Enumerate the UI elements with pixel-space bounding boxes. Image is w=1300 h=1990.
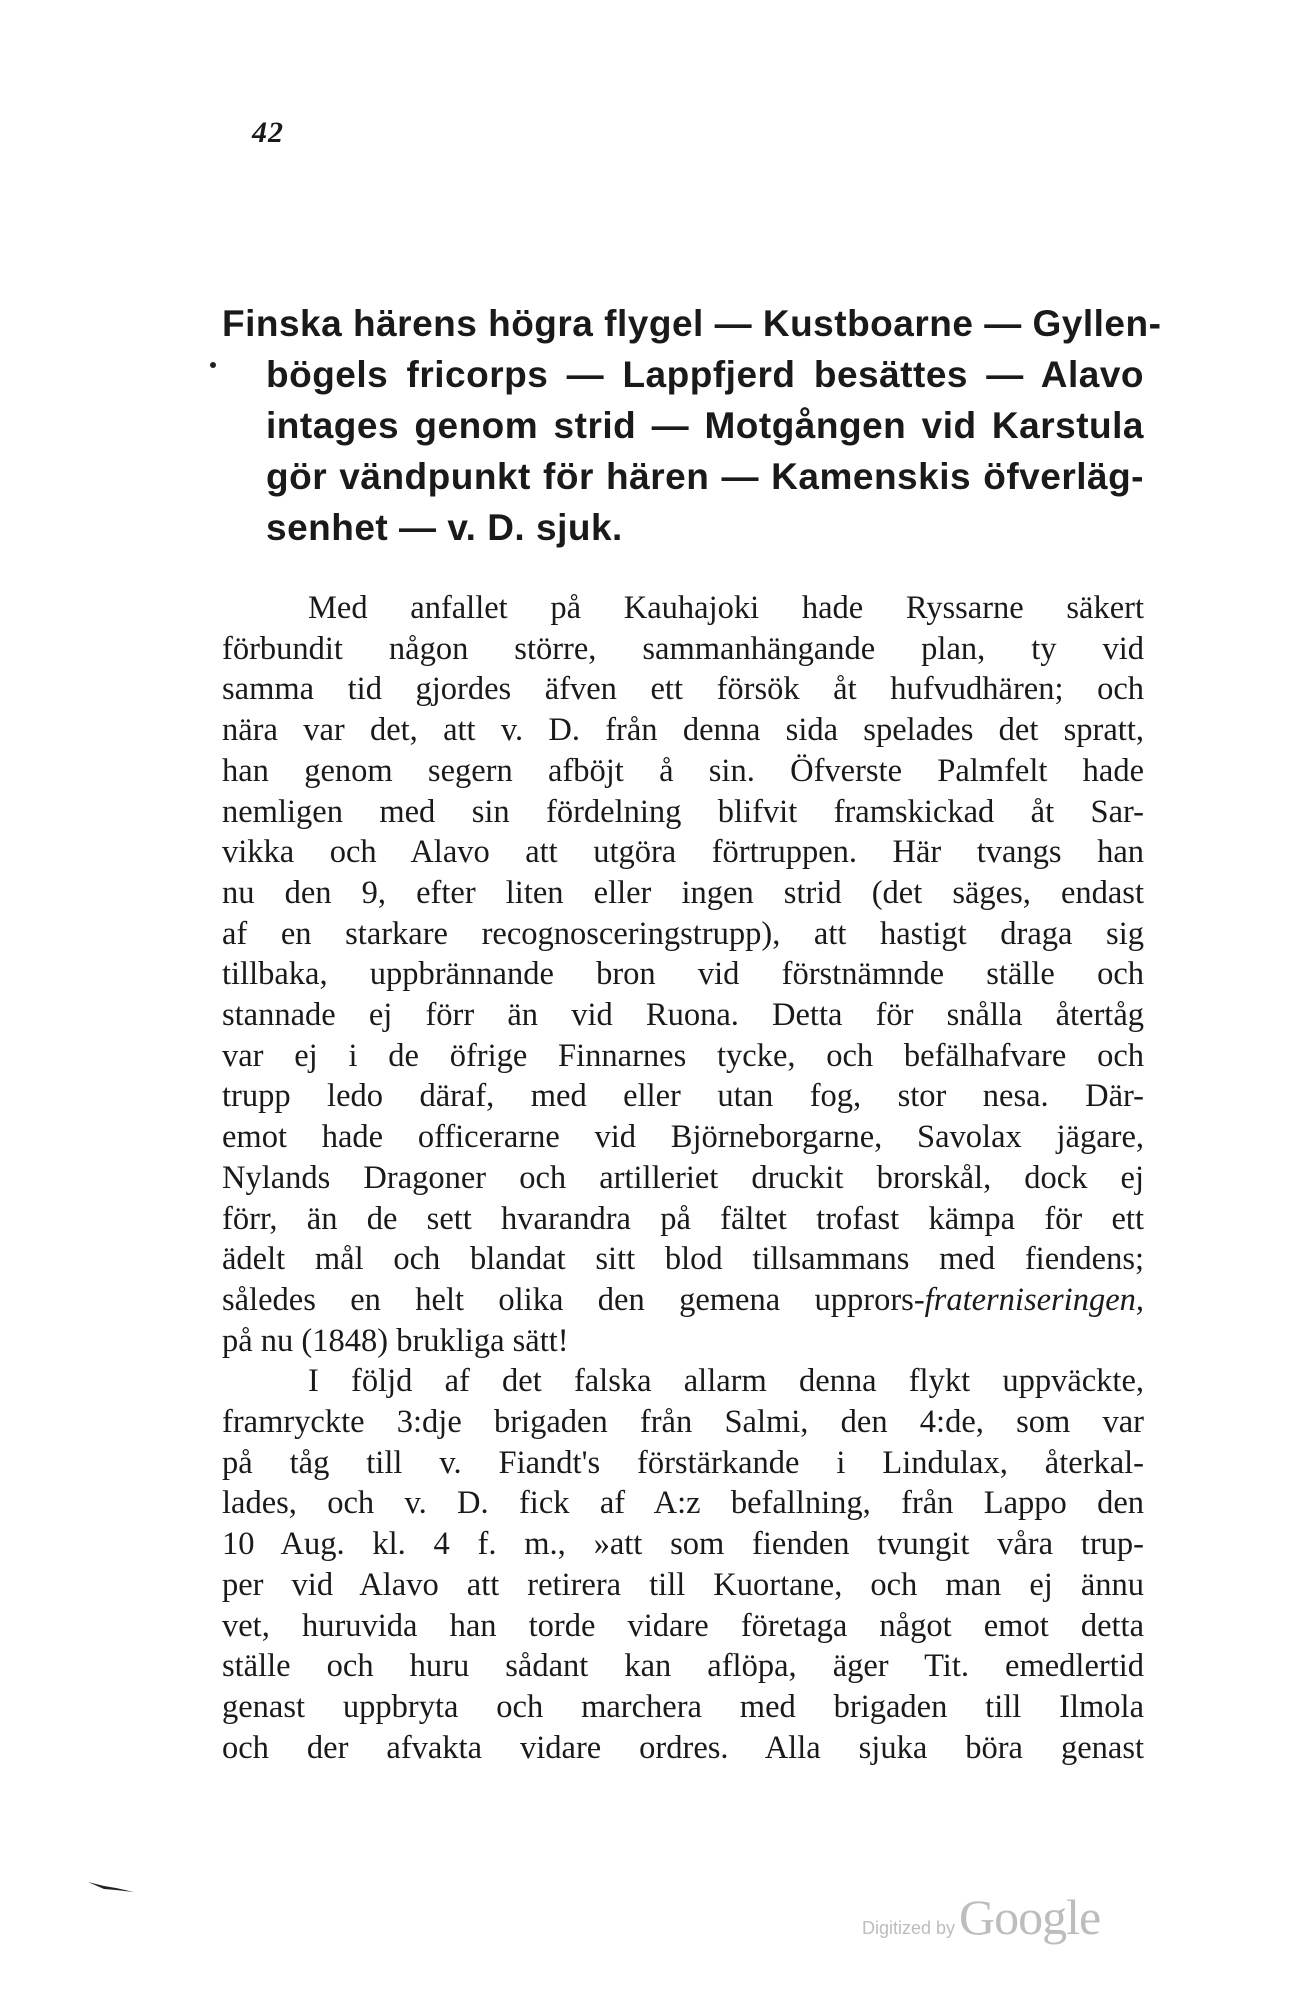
text-line: förr, än de sett hvarandra på fältet trofast kämpa för ett xyxy=(222,1200,1144,1237)
text-line: I följd af det falska allarm denna flykt uppväckte, xyxy=(308,1363,1144,1400)
text-line: han genom segern afböjt å sin. Öfverste Palmfelt hade xyxy=(222,752,1144,789)
text-line: samma tid gjordes äfven ett försök åt hufvudhären; och xyxy=(222,671,1144,708)
text-line: stannade ej förr än vid Ruona. Detta för snålla återtåg xyxy=(222,997,1144,1034)
text-line: framryckte 3:dje brigaden från Salmi, den 4:de, som var xyxy=(222,1404,1144,1441)
text-line: på tåg till v. Fiandt's förstärkande i Lindulax, återkal- xyxy=(222,1444,1144,1481)
text-line: trupp ledo däraf, med eller utan fog, stor nesa. Där- xyxy=(222,1078,1144,1115)
page-number: 42 xyxy=(252,116,284,149)
text-line: af en starkare recognosceringstrupp), att hastigt draga sig xyxy=(222,915,1144,952)
text-line-roman: således en helt olika den gemena upprors- xyxy=(222,1281,925,1318)
google-logo: Google xyxy=(959,1889,1101,1945)
text-line: nära var det, att v. D. från denna sida spelades det spratt, xyxy=(222,712,1144,749)
text-line xyxy=(222,1280,1144,1321)
heading-line: Finska härens högra flygel — Kustboarne — Gyllen- xyxy=(222,303,1162,344)
google-watermark xyxy=(862,1888,1100,1946)
heading-line: intages genom strid — Motgången vid Karstula xyxy=(266,405,1144,446)
text-line: vikka och Alavo att utgöra förtruppen. Här tvangs han xyxy=(222,834,1144,871)
text-line: förbundit någon större, sammanhängande plan, ty vid xyxy=(222,630,1144,667)
text-line: genast uppbryta och marchera med brigaden till Ilmola xyxy=(222,1688,1144,1725)
text-line: Med anfallet på Kauhajoki hade Ryssarne säkert xyxy=(308,590,1144,626)
digitized-label: Digitized by xyxy=(862,1918,956,1938)
text-line: ställe och huru sådant kan aflöpa, äger Tit. emedlertid xyxy=(222,1648,1144,1685)
text-line: lades, och v. D. fick af A:z befallning, från Lappo den xyxy=(222,1485,1144,1522)
heading-line: senhet — v. D. sjuk. xyxy=(266,507,623,548)
text-line: tillbaka, uppbrännande bron vid förstnämnde ställe och xyxy=(222,956,1144,993)
text-line: 10 Aug. kl. 4 f. m., »att som fienden tvungit våra trup- xyxy=(222,1526,1144,1563)
text-line: emot hade officerarne vid Björneborgarne, Savolax jägare, xyxy=(222,1119,1144,1156)
text-line: Nylands Dragoner och artilleriet druckit brorskål, dock ej xyxy=(222,1159,1144,1196)
text-line: nemligen med sin fördelning blifvit framskickad åt Sar- xyxy=(222,793,1144,830)
text-line: vet, huruvida han torde vidare företaga något emot detta xyxy=(222,1607,1144,1644)
text-line: ädelt mål och blandat sitt blod tillsammans med fiendens; xyxy=(222,1241,1144,1278)
chapter-heading xyxy=(222,298,1162,553)
text-line: och der afvakta vidare ordres. Alla sjuka böra genast xyxy=(222,1729,1144,1766)
text-line: nu den 9, efter liten eller ingen strid (det säges, endast xyxy=(222,874,1144,911)
text-line: på nu (1848) brukliga sätt! xyxy=(222,1322,569,1359)
heading-line: gör vändpunkt för hären — Kamenskis öfverläg- xyxy=(266,456,1144,497)
heading-line: bögels fricorps — Lappfjerd besättes — Alavo xyxy=(266,354,1144,395)
body-text xyxy=(222,588,1144,1768)
marginal-pen-mark xyxy=(86,1880,136,1894)
text-line: per vid Alavo att retirera till Kuortane, och man ej ännu xyxy=(222,1566,1144,1603)
italic-word: fraterniseringen, xyxy=(924,1281,1144,1318)
heading-margin-dot xyxy=(210,362,216,368)
text-line: var ej i de öfrige Finnarnes tycke, och befälhafvare och xyxy=(222,1037,1144,1074)
